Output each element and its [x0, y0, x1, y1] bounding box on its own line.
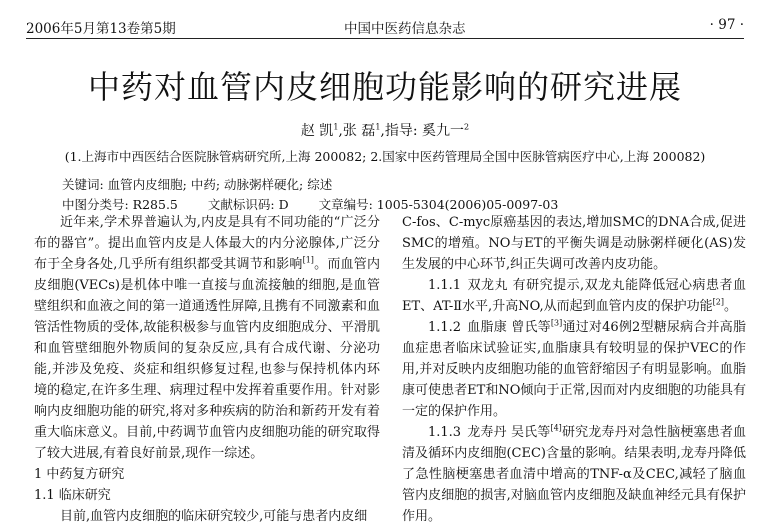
advisor: ,指导: 奚九一: [380, 123, 465, 139]
clinical-paragraph: 目前,血管内皮细胞的临床研究较少,可能与患者内皮细: [60, 509, 368, 524]
section-1-1-heading: 1.1 临床研究: [34, 488, 111, 503]
intro-text-2: 。而血管内皮细胞(VECs)是机体中唯一直接与血流接触的细胞,是血管壁组织和血液之间的第一道通透性屏障,且携有不同激素和血管活性物质的受体,故能积极参与血管内皮细胞成分、平滑肌和血管壁细胞外物质间的复杂反应,具有合成代谢、分泌功能,并涉及免疫、炎症和组织修复过程,也参与保持机体内环境的稳定,在许多生理、病理过程中发挥着重要作用。针对影响内皮细胞功能的研究,将对多种疾病的防治和新药开发有着重大临床意义。目前,中药调节血管内皮细胞功能的研究取得了较大进展,有着良好前景,现作一综述。: [34, 257, 380, 461]
item-1-1-3: [402, 422, 746, 527]
article-title: 中药对血管内皮细胞功能影响的研究进展: [87, 68, 682, 106]
clc-number: 中图分类号: R285.5: [62, 197, 178, 212]
item-text: 龙寿丹 吴氏等: [467, 425, 551, 440]
item-text: 血脂康 曾氏等: [467, 320, 551, 335]
item-text-end: 研究龙寿丹对急性脑梗塞患者血清及循环内皮细胞(CEC)含量的影响。结果表明,龙寿丹降低了急性脑梗塞患者血清中增高的TNF-α及CEC,减轻了脑血管内皮细胞的损害,对脑血管内皮细胞及缺血神经元具有保护作用。: [402, 425, 746, 524]
classification-line: [62, 195, 588, 213]
author-line: [0, 120, 770, 140]
item-1-1-1: [402, 275, 746, 317]
citation-4[interactable]: [4]: [550, 423, 562, 433]
section-1-heading: 1 中药复方研究: [34, 467, 125, 482]
left-column: [34, 212, 380, 527]
intro-text-1: 近年来,学术界普遍认为,内皮是具有不同功能的“广泛分布的器官”。提出血管内皮是人体最大的内分泌腺体,广泛分布于全身各处,几乎所有组织都受其调节和影响: [34, 215, 380, 272]
running-header: [26, 14, 744, 39]
author-2: ,张 磊: [338, 123, 376, 139]
continued-paragraph: C-fos、C-myc原癌基因的表达,增加SMC的DNA合成,促进SMC的增殖。NO与ET的平衡失调是动脉粥样硬化(AS)发生发展的中心环节,纠正失调可改善内皮功能。: [402, 215, 746, 272]
author-1-sup: 1: [333, 122, 339, 132]
item-number: 1.1.3: [428, 425, 462, 440]
journal-name: 中国中医药信息杂志: [344, 21, 466, 37]
item-number: 1.1.1: [428, 278, 462, 293]
issue-info: 2006年5月第13卷第5期: [26, 21, 176, 37]
citation-3[interactable]: [3]: [550, 318, 563, 328]
item-text: 双龙丸 有研究提示,双龙丸能降低冠心病患者血ET、AT-Ⅱ水平,升高NO,从而起到血管内皮的保护功能: [402, 278, 746, 314]
citation-2[interactable]: [2]: [712, 297, 724, 307]
item-text-end: 。: [723, 299, 737, 314]
intro-paragraph: [34, 212, 380, 464]
item-text-end: 通过对46例2型糖尿病合并高脂血症患者临床试验证实,血脂康具有较明显的保护VEC的作用,并对反映内皮细胞功能的血管舒缩因子有明显影响。血脂康可使患者ET和NO倾向于正常,因而对内皮细胞的功能具有一定的保护作用。: [402, 320, 746, 419]
item-number: 1.1.2: [428, 320, 462, 335]
keywords: 关键词: 血管内皮细胞; 中药; 动脉粥样硬化; 综述: [62, 177, 333, 192]
author-1: 赵 凯: [300, 123, 334, 139]
item-1-1-2: [402, 317, 746, 422]
article-number: 文章编号: 1005-5304(2006)05-0097-03: [318, 197, 559, 212]
citation-1[interactable]: [1]: [302, 255, 314, 265]
affiliation: (1.上海市中西医结合医院脉管病研究所,上海 200082; 2.国家中医药管理局全国中医脉管病医疗中心,上海 200082): [64, 149, 706, 164]
right-column: [402, 212, 746, 527]
author-2-sup: 1: [375, 122, 381, 132]
document-code: 文献标识码: D: [207, 197, 289, 212]
page-number: · 97 ·: [709, 17, 744, 33]
advisor-sup: 2: [464, 122, 470, 132]
